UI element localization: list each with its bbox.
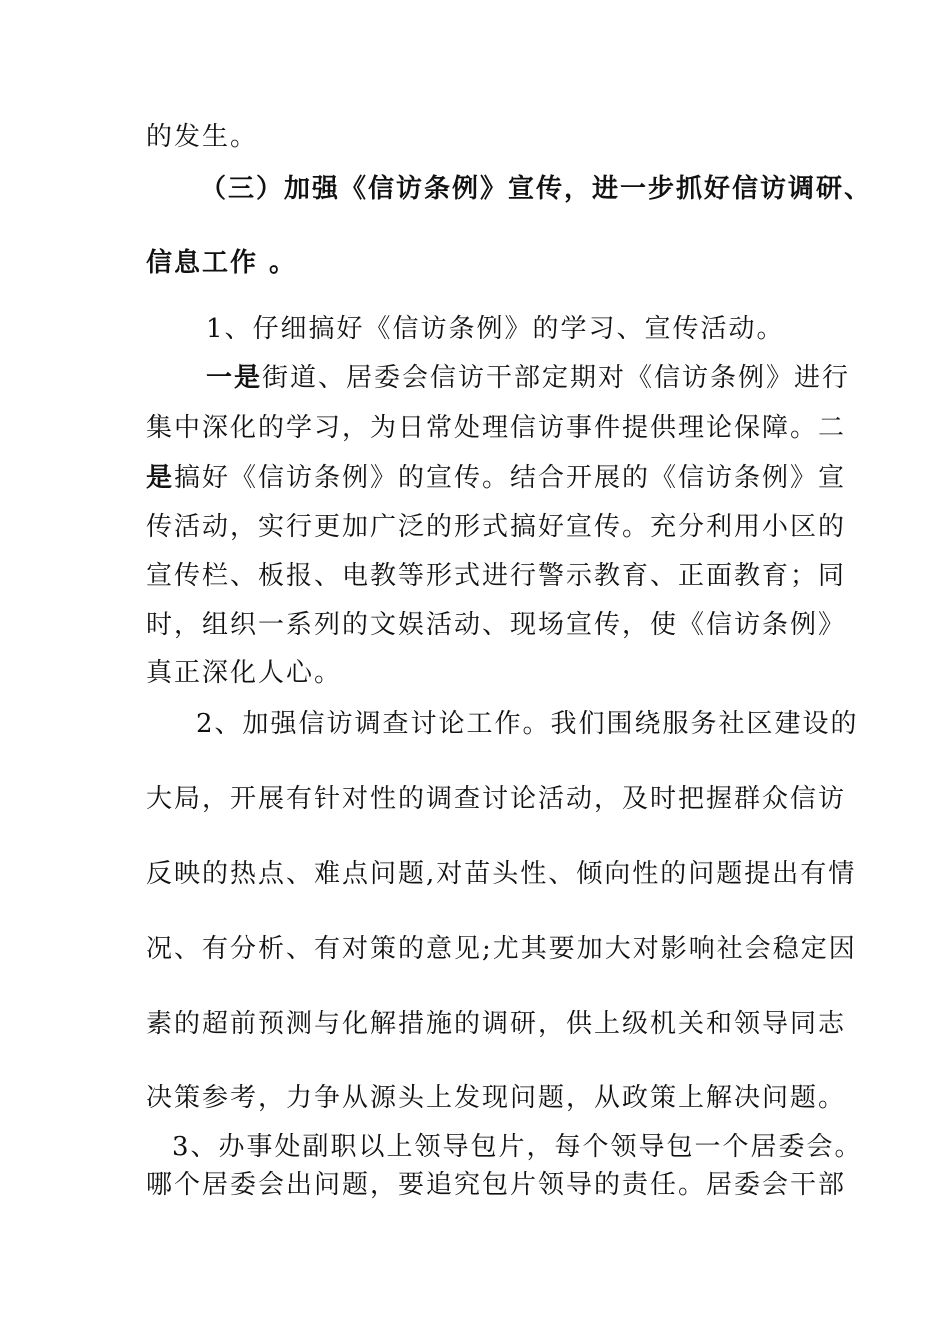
- item-3-line-2: 哪个居委会出问题，要追究包片领导的责任。居委会干部: [146, 1170, 847, 1200]
- item-1-paragraph-line-4: 传活动，实行更加广泛的形式搞好宣传。充分利用小区的: [146, 512, 847, 542]
- text-line-continuation: 的发生。: [146, 122, 259, 152]
- item-1-heading: 1、仔细搞好《信访条例》的学习、宣传活动。: [206, 314, 785, 344]
- emphasis-yishi: 一是: [206, 363, 263, 393]
- item-2-line-3: 反映的热点、难点问题,对苗头性、倾向性的问题提出有情: [146, 859, 857, 889]
- item-1-paragraph-line-6: 时，组织一系列的文娱活动、现场宣传，使《信访条例》: [146, 610, 847, 640]
- item-1-paragraph-line-2: 集中深化的学习，为日常处理信访事件提供理论保障。二: [146, 413, 847, 443]
- emphasis-shi: 是: [146, 463, 175, 493]
- item-1-paragraph-line-3: [146, 461, 846, 495]
- item-1-paragraph-line-5: 宣传栏、板报、电教等形式进行警示教育、正面教育；同: [146, 561, 847, 591]
- item-2-line-4: 况、有分析、有对策的意见;尤其要加大对影响社会稳定因: [146, 934, 857, 964]
- item-3-line-1: 3、办事处副职以上领导包片，每个领导包一个居委会。: [172, 1132, 863, 1162]
- section-heading-3-line-1: （三）加强《信访条例》宣传，进一步抓好信访调研、: [200, 174, 873, 204]
- item-2-line-1: 2、加强信访调查讨论工作。我们围绕服务社区建设的: [196, 709, 859, 739]
- item-1-paragraph-line-1: [206, 361, 850, 395]
- item-2-line-6: 决策参考，力争从源头上发现问题，从政策上解决问题。: [146, 1083, 847, 1113]
- item-2-line-5: 素的超前预测与化解措施的调研，供上级机关和领导同志: [146, 1009, 847, 1039]
- paragraph-text: 街道、居委会信访干部定期对《信访条例》进行: [262, 363, 851, 393]
- item-2-line-2: 大局，开展有针对性的调查讨论活动，及时把握群众信访: [146, 784, 847, 814]
- paragraph-text: 搞好《信访条例》的宣传。结合开展的《信访条例》宣: [174, 463, 847, 493]
- section-heading-3-line-2: 信息工作 。: [146, 248, 298, 278]
- item-1-paragraph-line-7: 真正深化人心。: [146, 658, 343, 688]
